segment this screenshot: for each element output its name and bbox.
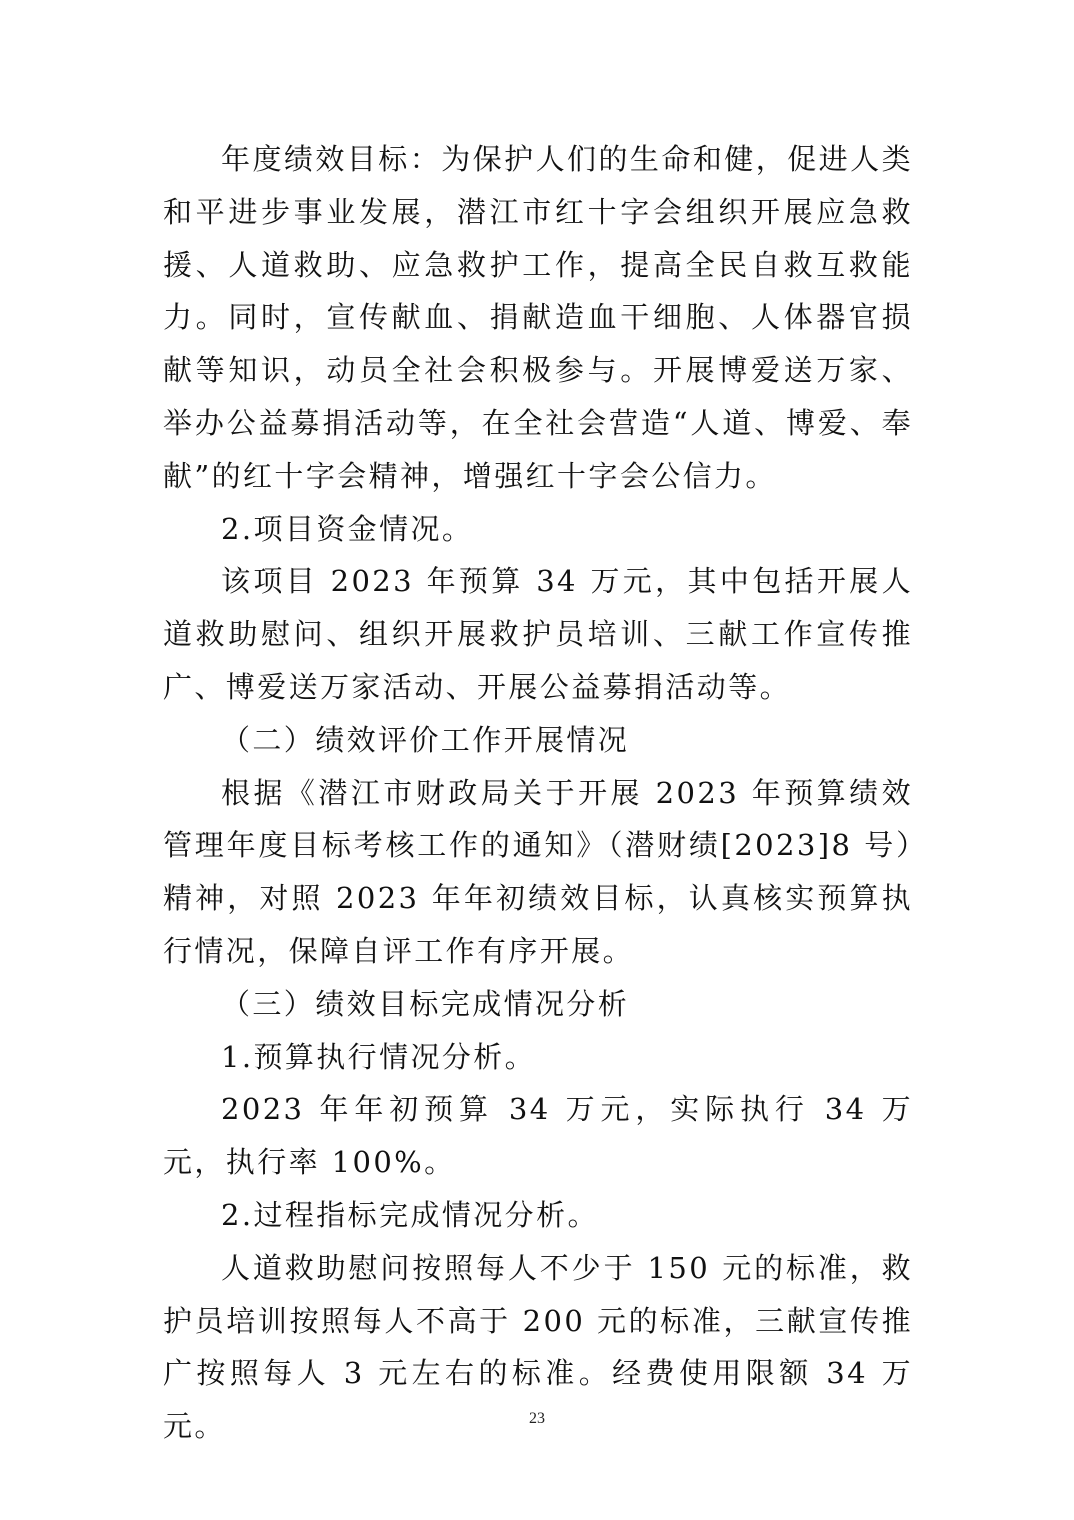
- subheading-budget-execution: 1.预算执行情况分析。: [221, 1039, 537, 1074]
- section-heading-goal-analysis: （三）绩效目标完成情况分析: [221, 986, 630, 1021]
- paragraph-project-budget: 该项目 2023 年预算 34 万元，其中包括开展人道救助慰问、组织开展救护员培训、三献工作宣传推广、博爱送万家活动、开展公益募捐活动等。: [163, 564, 913, 704]
- paragraph-standards: 人道救助慰问按照每人不少于 150 元的标准，救护员培训按照每人不高于 200 元的标准，三献宣传推广按照每人 3 元左右的标准。经费使用限额 34 万元。: [163, 1250, 913, 1444]
- page-number: 23: [529, 1410, 545, 1427]
- paragraph-evaluation-basis: 根据《潜江市财政局关于开展 2023 年预算绩效管理年度目标考核工作的通知》（潜财绩[2023]8 号）精神，对照 2023 年年初绩效目标，认真核实预算执行情况，保障自评工作有序开展。: [163, 775, 913, 968]
- subheading-process-indicators: 2.过程指标完成情况分析。: [221, 1197, 599, 1232]
- page-body: [163, 133, 913, 1453]
- paragraph-annual-goal: 年度绩效目标：为保护人们的生命和健，促进人类和平进步事业发展，潜江市红十字会组织开展应急救援、人道救助、应急救护工作，提高全民自救互救能力。同时，宣传献血、捐献造血干细胞、人体器官损献等知识，动员全社会积极参与。开展博爱送万家、举办公益募捐活动等，在全社会营造“人道、博爱、奉献”的红十字会精神，增强红十字会公信力。: [163, 142, 913, 493]
- section-heading-evaluation: （二）绩效评价工作开展情况: [221, 722, 630, 757]
- paragraph-execution-rate: 2023 年年初预算 34 万元，实际执行 34 万元，执行率 100%。: [163, 1092, 913, 1180]
- subheading-project-funds: 2.项目资金情况。: [221, 511, 474, 546]
